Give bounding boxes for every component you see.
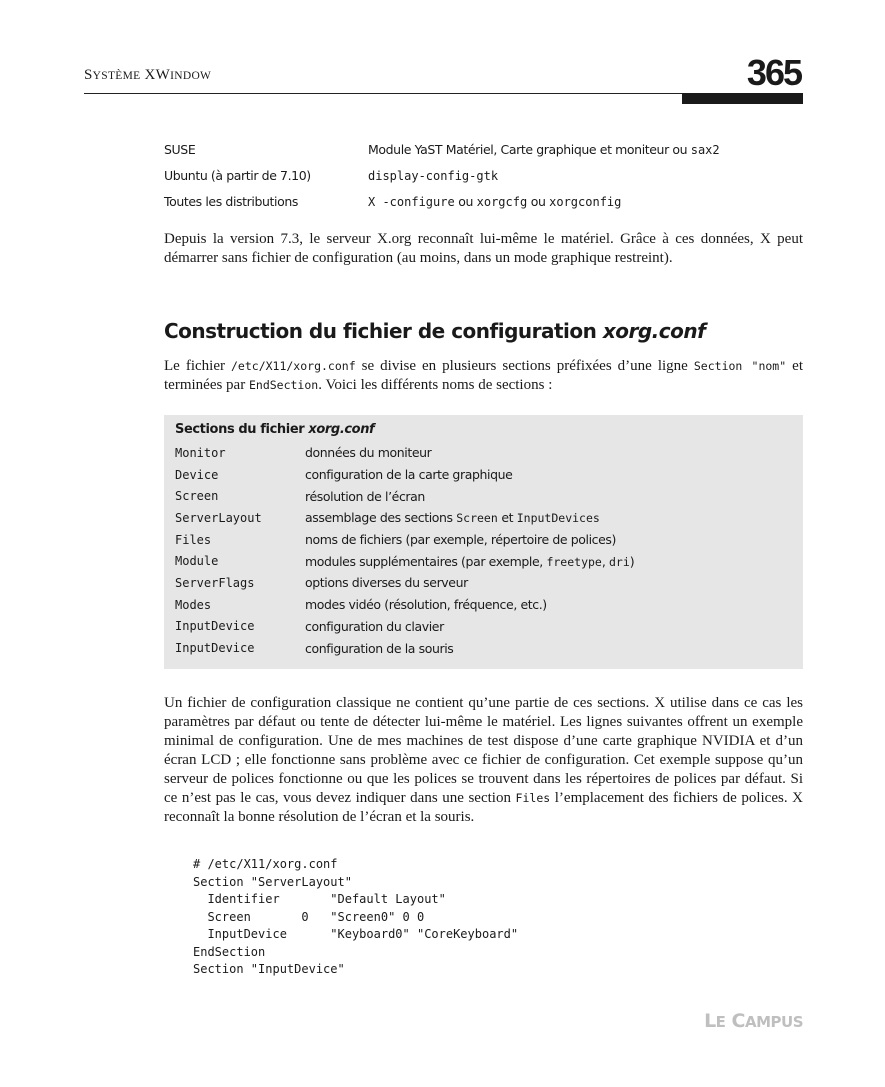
code-line: InputDevice "Keyboard0" "CoreKeyboard" [193,927,519,941]
header-rule-block [682,93,803,104]
publisher-logo: LE CAMPUS [704,1010,803,1032]
code-line: EndSection [193,944,266,959]
list-item: Module modules supplémentaires (par exemple, freetype, dri) [175,553,635,569]
dist-tool: X -configure ou xorgcfg ou xorgconfig [368,193,622,209]
dist-tool: Module YaST Matériel, Carte graphique et moniteur ou sax2 [368,141,720,157]
list-item: Device configuration de la carte graphique [175,467,513,483]
dist-name: Ubuntu (à partir de 7.10) [164,167,311,183]
paragraph-config-example: Un fichier de configuration classique ne contient qu’une partie de ces sections. X utilise dans ce cas les paramètres par défaut ou tente de détecter lui-même le matériel. Les lignes suivantes offrent un exemple minimal de configuration. Une de mes machines de test dispose d’une carte graphique NVIDIA et d’un écran LCD ; elle fonctionne sans problème avec ce fichier de configuration. Cet exemple suppose qu’un serveur de polices fonctionne ou que les polices se trouvent dans les répertoires de polices par défaut. Si ce n’est pas le cas, vous devez indiquer dans une section Files l’emplacement des fichiers de polices. X reconnaît la bonne résolution de l’écran et la souris. [164,695,803,825]
list-item: InputDevice configuration de la souris [175,640,454,656]
list-item: Files noms de fichiers (par exemple, répertoire de polices) [175,532,617,548]
dist-name: Toutes les distributions [164,193,298,209]
sections-box [164,415,803,669]
list-item: ServerFlags options diverses du serveur [175,575,468,591]
code-line: Section "ServerLayout" [193,874,352,889]
table-row [164,136,804,162]
paragraph-sections-intro: Le fichier /etc/X11/xorg.conf se divise en plusieurs sections préfixées d’une ligne Section "nom" et terminées par EndSection. Voici les différents noms de sections : [164,358,803,393]
distribution-tools-table [164,136,804,214]
list-item: Monitor données du moniteur [175,445,432,461]
list-item: InputDevice configuration du clavier [175,618,444,634]
code-line: Screen 0 "Screen0" 0 0 [193,909,425,924]
code-line: Identifier "Default Layout" [193,892,446,906]
section-heading: Construction du fichier de configuration xorg.conf [164,319,706,343]
running-title: SYSTÈME XWINDOW [84,67,212,83]
dist-tool: display-config-gtk [368,168,499,183]
code-line: Section "InputDevice" [193,962,345,976]
list-item: Screen résolution de l’écran [175,488,425,504]
dist-name: SUSE [164,141,196,157]
list-item: Modes modes vidéo (résolution, fréquence, etc.) [175,597,547,613]
paragraph-intro: Depuis la version 7.3, le serveur X.org reconnaît lui-même le matériel. Grâce à ces données, X peut démarrer sans fichier de configuration (au moins, dans un mode graphique restreint). [164,231,803,266]
table-row [164,162,804,188]
page-number: 365 [746,52,801,93]
list-item: ServerLayout assemblage des sections Screen et InputDevices [175,510,600,526]
code-line: # /etc/X11/xorg.conf [193,857,338,871]
sections-list [175,442,795,659]
table-row [164,188,804,214]
sections-box-title: Sections du fichier xorg.conf [175,422,375,437]
code-listing [193,856,518,979]
